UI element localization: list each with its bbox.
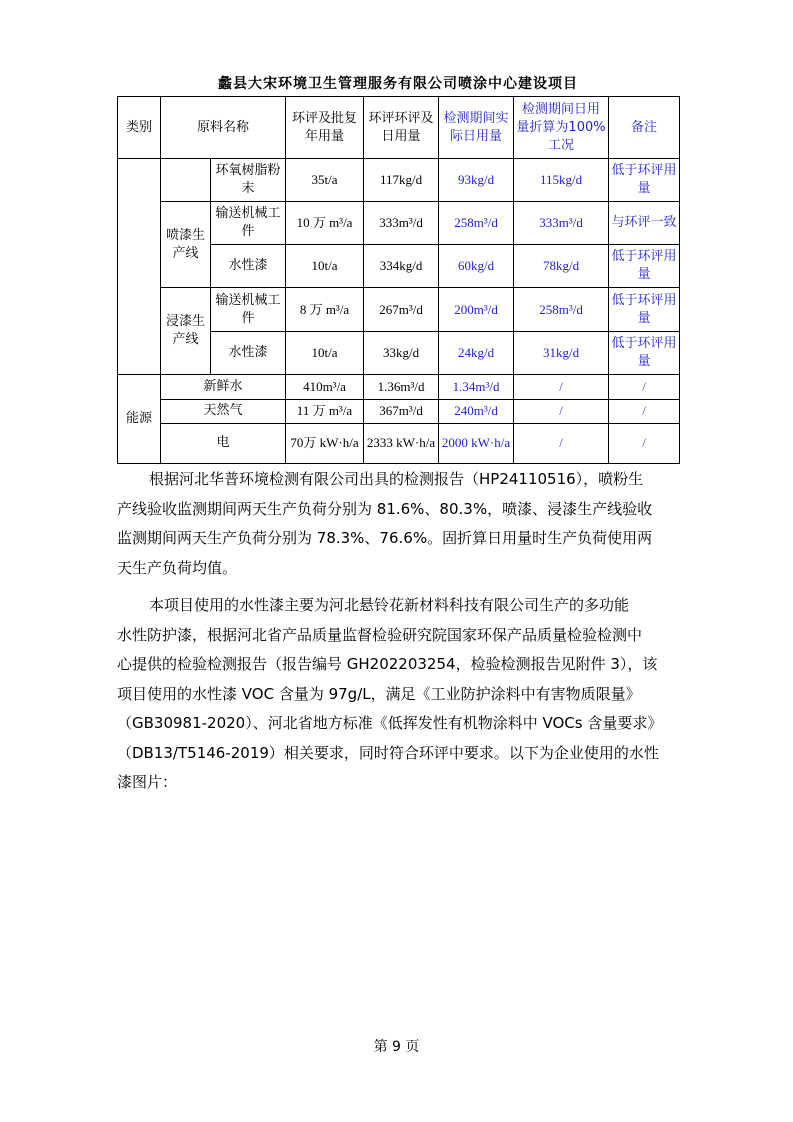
remark-cell: 与环评一致 <box>609 202 680 245</box>
table-row <box>118 159 680 202</box>
material-cell: 环氧树脂粉末 <box>211 159 286 202</box>
actual-cell: 2000 kW·h/a <box>439 423 514 463</box>
annual-cell: 410m³/a <box>286 374 364 399</box>
converted-cell: 258m³/d <box>514 288 609 331</box>
header-converted-daily: 检测期间日用量折算为100%工况 <box>514 97 609 159</box>
material-usage-table <box>117 96 680 464</box>
converted-cell: 115kg/d <box>514 159 609 202</box>
paragraph-line: 心提供的检验检测报告（报告编号 GH202203254，检验检测报告见附件 3），该 <box>117 655 658 673</box>
document-header: 蠡县大宋环境卫生管理服务有限公司喷涂中心建设项目 <box>218 76 578 92</box>
converted-cell: / <box>514 399 609 423</box>
energy-name-cell: 电 <box>161 423 286 463</box>
annual-cell: 35t/a <box>286 159 364 202</box>
paragraph-water-paint <box>117 591 679 798</box>
remark-cell: / <box>609 423 680 463</box>
annual-cell: 10 万 m³/a <box>286 202 364 245</box>
actual-cell: 1.34m³/d <box>439 374 514 399</box>
page-number: 第 9 页 <box>373 1039 420 1055</box>
paragraph-line: 漆图片： <box>117 773 178 791</box>
table-row <box>118 423 680 463</box>
line-cell <box>161 159 211 202</box>
actual-cell: 200m³/d <box>439 288 514 331</box>
material-cell: 输送机械工件 <box>211 202 286 245</box>
category-cell-energy: 能源 <box>118 374 161 463</box>
annual-cell: 11 万 m³/a <box>286 399 364 423</box>
paragraph-line: （GB30981-2020）、河北省地方标准《低挥发性有机物涂料中 VOCs 含量要求》 <box>117 714 663 732</box>
remark-cell: / <box>609 374 680 399</box>
header-monitored-daily: 检测期间实际日用量 <box>439 97 514 159</box>
header-approved-daily: 环评环评及日用量 <box>364 97 439 159</box>
table-header-row <box>118 97 680 159</box>
actual-cell: 60kg/d <box>439 245 514 288</box>
daily-cell: 1.36m³/d <box>364 374 439 399</box>
material-cell: 输送机械工件 <box>211 288 286 331</box>
remark-cell: 低于环评用量 <box>609 245 680 288</box>
table-row <box>118 399 680 423</box>
annual-cell: 10t/a <box>286 331 364 374</box>
line-cell: 浸漆生产线 <box>161 288 211 374</box>
paragraph-line: 水性防护漆，根据河北省产品质量监督检验研究院国家环保产品质量检验检测中 <box>117 625 643 644</box>
header-category: 类别 <box>118 97 161 159</box>
table-row <box>118 288 680 331</box>
table-row <box>118 374 680 399</box>
daily-cell: 33kg/d <box>364 331 439 374</box>
energy-name-cell: 天然气 <box>161 399 286 423</box>
paragraph-line: 天生产负荷均值。 <box>117 558 238 577</box>
converted-cell: 78kg/d <box>514 245 609 288</box>
actual-cell: 93kg/d <box>439 159 514 202</box>
daily-cell: 2333 kW·h/a <box>364 423 439 463</box>
actual-cell: 24kg/d <box>439 331 514 374</box>
converted-cell: / <box>514 423 609 463</box>
annual-cell: 8 万 m³/a <box>286 288 364 331</box>
header-material: 原料名称 <box>161 97 286 159</box>
paragraph-line: 产线验收监测期间两天生产负荷分别为 81.6%、80.3%，喷漆、浸漆生产线验收 <box>117 499 653 518</box>
annual-cell: 10t/a <box>286 245 364 288</box>
paragraph-line: （DB13/T5146-2019）相关要求，同时符合环评中要求。以下为企业使用的水性 <box>117 743 659 762</box>
daily-cell: 117kg/d <box>364 159 439 202</box>
material-cell: 水性漆 <box>211 331 286 374</box>
paragraph-line: 根据河北华普环境检测有限公司出具的检测报告（HP24110516），喷粉生 <box>149 470 644 488</box>
remark-cell: 低于环评用量 <box>609 331 680 374</box>
converted-cell: / <box>514 374 609 399</box>
daily-cell: 334kg/d <box>364 245 439 288</box>
energy-name-cell: 新鲜水 <box>161 374 286 399</box>
remark-cell: 低于环评用量 <box>609 159 680 202</box>
remark-cell: 低于环评用量 <box>609 288 680 331</box>
category-cell-materials <box>118 159 161 375</box>
actual-cell: 240m³/d <box>439 399 514 423</box>
paragraph-line: 本项目使用的水性漆主要为河北悬铃花新材料科技有限公司生产的多功能 <box>149 596 630 614</box>
actual-cell: 258m³/d <box>439 202 514 245</box>
paragraph-load-factor <box>117 465 679 583</box>
daily-cell: 267m³/d <box>364 288 439 331</box>
remark-cell: / <box>609 399 680 423</box>
table-row <box>118 202 680 245</box>
line-cell: 喷漆生产线 <box>161 202 211 288</box>
daily-cell: 333m³/d <box>364 202 439 245</box>
annual-cell: 70万 kW·h/a <box>286 423 364 463</box>
header-remark: 备注 <box>609 97 680 159</box>
converted-cell: 31kg/d <box>514 331 609 374</box>
paragraph-line: 项目使用的水性漆 VOC 含量为 97g/L，满足《工业防护涂料中有害物质限量》 <box>117 684 641 703</box>
converted-cell: 333m³/d <box>514 202 609 245</box>
material-cell: 水性漆 <box>211 245 286 288</box>
paragraph-line: 监测期间两天生产负荷分别为 78.3%、76.6%。固折算日用量时生产负荷使用两 <box>117 529 653 547</box>
daily-cell: 367m³/d <box>364 399 439 423</box>
header-approved-annual: 环评及批复年用量 <box>286 97 364 159</box>
